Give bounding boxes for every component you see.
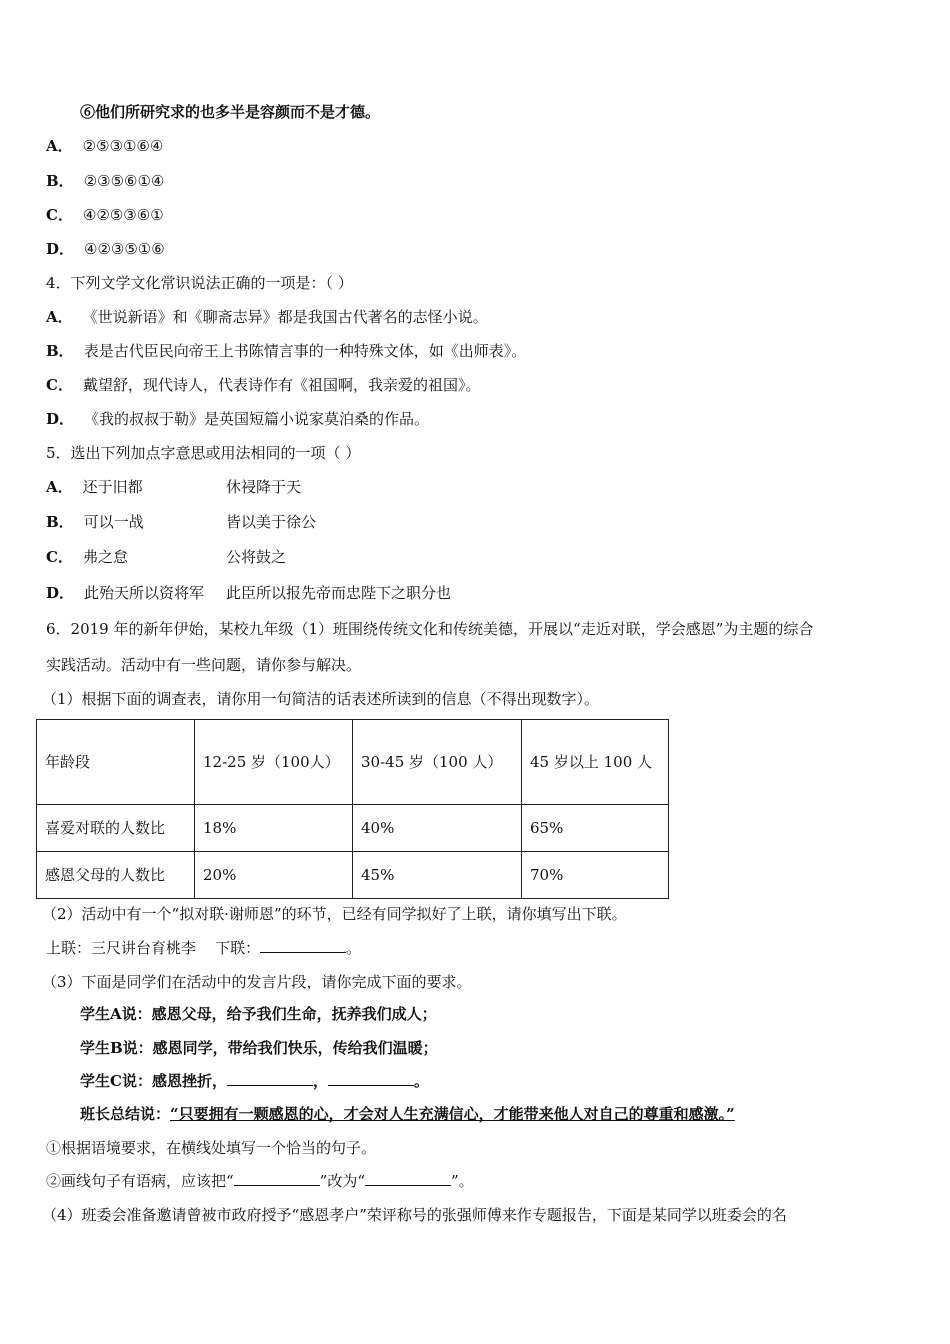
monitor-summary [80, 1104, 735, 1124]
option-phrase-b: 此臣所以报先帝而忠陛下之职分也 [226, 584, 452, 602]
req2-b: ”改为“ [319, 1172, 366, 1190]
option-phrase-a: 此殆天所以资将军 [84, 584, 205, 602]
couplet-down-label: 下联： [215, 939, 261, 957]
table-header-cell: 12-25 岁（100人） [195, 720, 353, 805]
separator: ， [312, 1072, 328, 1090]
q4-stem: 4．下列文学文化常识说法正确的一项是：（ ） [46, 274, 353, 292]
end-mark: 。 [413, 1072, 429, 1090]
table-header-cell: 45 岁以上 100 人 [522, 720, 669, 805]
option-phrase-a: 还于旧都 [82, 478, 143, 496]
table-header-cell: 30-45 岁（100 人） [353, 720, 522, 805]
student-a-speech: 学生A说：感恩父母，给予我们生命，抚养我们成人； [80, 1005, 437, 1023]
option-text: ④②③⑤①⑥ [84, 240, 165, 258]
q5-stem: 5．选出下列加点字意思或用法相同的一项（ ） [46, 444, 361, 462]
option-letter: D． [46, 584, 75, 602]
q3-option-b [46, 171, 164, 191]
q6-stem-line1: 6．2019 年的新年伊始，某校九年级（1）班围绕传统文化和传统美德，开展以“走近对联，学会感恩”为主题的综合 [46, 620, 814, 638]
monitor-prefix: 班长总结说： [80, 1105, 171, 1123]
student-b-speech: 学生B说：感恩同学，带给我们快乐，传给我们温暖； [80, 1039, 438, 1057]
option-phrase-a: 可以一战 [83, 513, 144, 531]
option-phrase-b: 公将鼓之 [226, 548, 287, 566]
option-text: 表是古代臣民向帝王上书陈情言事的一种特殊文体，如《出师表》。 [83, 342, 527, 360]
req2-c: ”。 [451, 1172, 474, 1190]
option-letter: A． [46, 137, 73, 155]
option-letter: B． [46, 342, 74, 360]
table-header-row [37, 720, 669, 805]
option-phrase-b: 皆以美于徐公 [226, 513, 317, 531]
option-text: ②⑤③①⑥④ [82, 137, 164, 155]
student-c-blank-1[interactable] [227, 1071, 313, 1086]
q3-option-d [46, 239, 165, 259]
couplet-blank[interactable] [260, 938, 346, 953]
table-cell: 45% [353, 852, 522, 899]
q4-option-d [46, 409, 429, 429]
option-letter: B． [46, 172, 74, 190]
q5-option-c [46, 547, 926, 567]
option-letter: D． [46, 410, 75, 428]
student-c-blank-2[interactable] [328, 1071, 414, 1086]
option-text: 戴望舒，现代诗人，代表诗作有《祖国啊，我亲爱的祖国》。 [82, 376, 481, 394]
option-text: 《我的叔叔于勒》是英国短篇小说家莫泊桑的作品。 [84, 410, 430, 428]
req2-blank-1[interactable] [234, 1171, 320, 1186]
option-letter: B． [46, 513, 74, 531]
option-text: 《世说新语》和《聊斋志异》都是我国古代著名的志怪小说。 [82, 308, 488, 326]
couplet-up: 上联：三尺讲台育桃李 [46, 939, 197, 957]
table-row [37, 805, 669, 852]
requirement-1: ①根据语境要求，在横线处填写一个恰当的句子。 [46, 1139, 377, 1157]
option-letter: D． [46, 240, 75, 258]
student-c-text: 学生C说：感恩挫折， [80, 1072, 227, 1090]
table-header-cell: 年龄段 [37, 720, 195, 805]
q6-stem-line2: 实践活动。活动中有一些问题，请你参与解决。 [46, 656, 362, 674]
q3-option-c [46, 205, 164, 225]
couplet-end: 。 [346, 939, 362, 957]
couplet-line [46, 938, 361, 958]
monitor-quote-underlined: “只要拥有一颗感恩的心，才会对人生充满信心，才能带来他人对自己的尊重和感激。” [170, 1105, 735, 1123]
q4-option-a [46, 307, 488, 327]
survey-table [36, 719, 669, 899]
table-row [37, 852, 669, 899]
table-cell: 18% [195, 805, 353, 852]
q4-option-b [46, 341, 526, 361]
option-phrase-a: 弗之怠 [82, 548, 128, 566]
table-cell: 感恩父母的人数比 [37, 852, 195, 899]
option-text: ④②⑤③⑥① [82, 206, 164, 224]
q6-part2: （2）活动中有一个“拟对联·谢师恩”的环节，已经有同学拟好了上联，请你填写出下联。 [42, 905, 627, 923]
q4-option-c [46, 375, 480, 395]
table-cell: 70% [522, 852, 669, 899]
q6-part3: （3）下面是同学们在活动中的发言片段，请你完成下面的要求。 [42, 973, 472, 991]
q5-option-d [46, 583, 926, 603]
option-letter: C． [46, 376, 73, 394]
option-letter: A． [46, 308, 73, 326]
q6-part4: （4）班委会准备邀请曾被市政府授予“感恩孝户”荣评称号的张强师傅来作专题报告，下面是某同学以班委会的名 [42, 1206, 787, 1224]
table-cell: 20% [195, 852, 353, 899]
table-cell: 喜爱对联的人数比 [37, 805, 195, 852]
req2-blank-2[interactable] [365, 1171, 451, 1186]
option-phrase-b: 休祲降于天 [226, 478, 302, 496]
student-c-speech [80, 1071, 429, 1091]
option-letter: C． [46, 548, 73, 566]
table-cell: 65% [522, 805, 669, 852]
q3-item-6: ⑥他们所研究求的也多半是容颜而不是才德。 [80, 103, 381, 121]
q6-part1: （1）根据下面的调查表，请你用一句简洁的话表述所读到的信息（不得出现数字）。 [42, 690, 600, 708]
q5-option-b [46, 512, 926, 532]
req2-a: ②画线句子有语病，应该把“ [46, 1172, 234, 1190]
requirement-2 [46, 1171, 474, 1191]
table-cell: 40% [353, 805, 522, 852]
option-letter: C． [46, 206, 73, 224]
option-text: ②③⑤⑥①④ [83, 172, 165, 190]
q3-option-a [46, 136, 163, 156]
q5-option-a [46, 477, 926, 497]
option-letter: A． [46, 478, 73, 496]
